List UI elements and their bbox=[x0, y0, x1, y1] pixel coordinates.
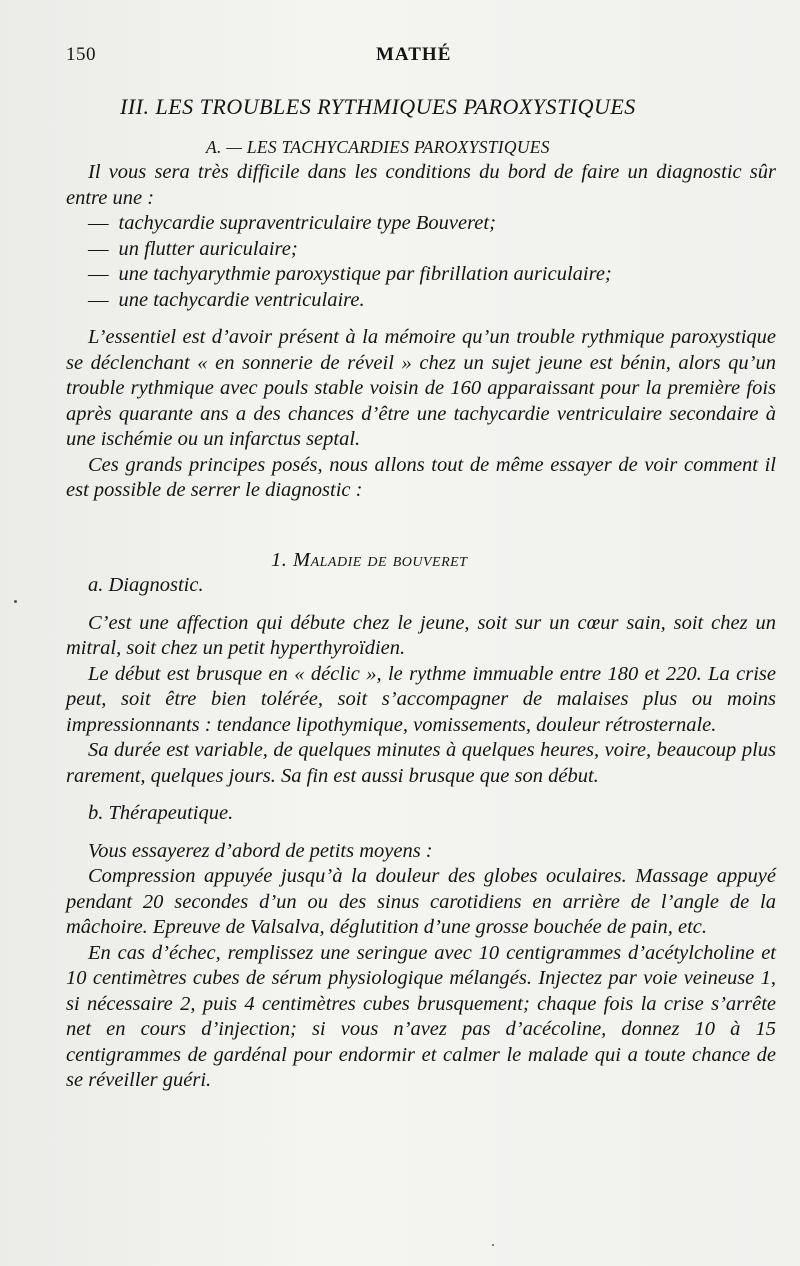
diagnostic-paragraph: Sa durée est variable, de quelques minutes à quelques heures, voire, beaucoup plus rarement, quelques jours. Sa fin est aussi brusque que son début. bbox=[66, 739, 776, 787]
subheading-maladie-bouveret bbox=[66, 548, 776, 574]
page-number: 150 bbox=[66, 44, 96, 65]
diagnostic-paragraph: C’est une affection qui débute chez le jeune, soit sur un cœur sain, soit chez un mitral, soit chez un petit hyperthyroïdien. bbox=[66, 611, 776, 659]
spacer bbox=[66, 789, 776, 801]
spacer bbox=[66, 827, 776, 839]
transition-paragraph: Ces grands principes posés, nous allons tout de même essayer de voir comment il est possible de serrer le diagnostic : bbox=[66, 453, 776, 501]
spacer bbox=[66, 599, 776, 611]
dash-glyph: — bbox=[88, 263, 109, 285]
running-title: MATHÉ bbox=[376, 44, 452, 65]
item-letter: a. bbox=[88, 574, 104, 596]
item-label: Thérapeutique. bbox=[108, 802, 234, 824]
therapy-paragraph: En cas d’échec, remplissez une seringue avec 10 centigrammes d’acétylcholine et 10 centimètres cubes de sérum physiologique mélangés. Injectez par voie veineuse 1, si nécessaire 2, puis 4 centimètres cubes brusquement; chaque fois la crise s’arrête net en cours d’injection; si vous n’avez pas d’acécoline, donnez 10 à 15 centigrammes de gardénal pour endormir et calmer le malade qui a toute chance de se réveiller guéri. bbox=[66, 941, 776, 1091]
therapy-paragraph: Compression appuyée jusqu’à la douleur des globes oculaires. Massage appuyé pendant 20 secondes d’un ou des sinus carotidiens en arrière de l’angle de la mâchoire. Epreuve de Valsalva, déglutition d’une grosse bouchée de pain, etc. bbox=[66, 865, 776, 938]
list-item bbox=[88, 211, 776, 237]
page-header bbox=[66, 44, 776, 74]
print-speck bbox=[492, 1244, 494, 1246]
list-item-text: un flutter auriculaire; bbox=[118, 237, 298, 260]
page-body bbox=[66, 160, 776, 1094]
item-heading-diagnostic bbox=[66, 573, 776, 599]
dash-glyph: — bbox=[88, 288, 109, 311]
differential-list bbox=[66, 211, 776, 313]
list-item bbox=[88, 288, 776, 314]
item-label: Diagnostic. bbox=[108, 574, 204, 596]
therapy-paragraph: Vous essayerez d’abord de petits moyens : bbox=[88, 839, 433, 862]
list-item-text: une tachycardie ventriculaire. bbox=[118, 288, 365, 311]
principle-paragraph: L’essentiel est d’avoir présent à la mémoire qu’un trouble rythmique paroxystique se déclenchant « en sonnerie de réveil » chez un sujet jeune est bénin, alors qu’un trouble rythmique avec pouls stable voisin de 160 apparaissant pour la première fois après quarante ans a des chances d’être une tachycardie ventriculaire secondaire à une ischémie ou un infarctus septal. bbox=[66, 326, 776, 450]
dash-glyph: — bbox=[88, 237, 109, 260]
section-title: III. LES TROUBLES RYTHMIQUES PAROXYSTIQUES bbox=[120, 94, 636, 119]
spacer bbox=[66, 313, 776, 325]
subsection-title: A. — LES TACHYCARDIES PAROXYSTIQUES bbox=[206, 137, 550, 157]
item-letter: b. bbox=[88, 802, 104, 824]
diagnostic-paragraph: Le début est brusque en « déclic », le rythme immuable entre 180 et 220. La crise peut, soit être bien tolérée, soit s’accompagner de malaises plus ou moins impressionnants : tendance lipothymique, vomissements, douleur rétrosternale. bbox=[66, 662, 776, 736]
item-heading-therapeutique bbox=[66, 801, 776, 827]
subheading-rest: aladie de bouveret bbox=[310, 548, 468, 571]
list-item bbox=[88, 262, 776, 288]
print-speck bbox=[14, 600, 17, 603]
spacer bbox=[66, 504, 776, 548]
subheading-first-letter: M bbox=[293, 548, 311, 571]
intro-paragraph: Il vous sera très difficile dans les conditions du bord de faire un diagnostic sûr entre une : bbox=[66, 161, 776, 209]
subheading-number: 1. bbox=[271, 548, 288, 571]
list-item-text: tachycardie supraventriculaire type Bouveret; bbox=[118, 212, 496, 234]
list-item bbox=[88, 237, 776, 263]
dash-glyph: — bbox=[88, 212, 109, 234]
list-item-text: une tachyarythmie paroxystique par fibrillation auriculaire; bbox=[118, 263, 612, 285]
